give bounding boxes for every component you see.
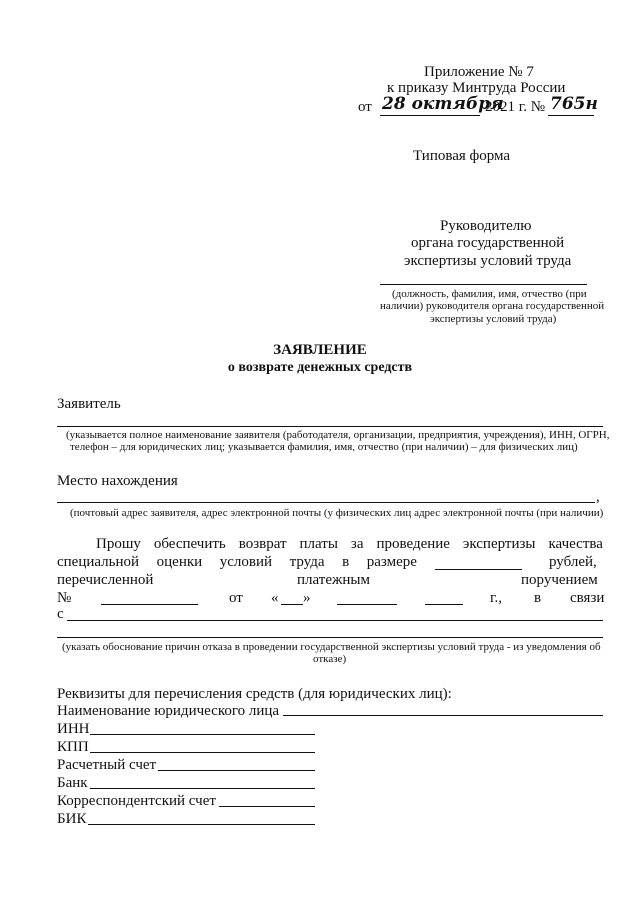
close-quote: » xyxy=(303,590,311,606)
reason-caption-1: (указать обоснование причин отказа в проведении государственной экспертизы условий труда - из уведомления об xyxy=(62,641,601,653)
bank-label: Банк xyxy=(57,775,88,791)
kpp-label: КПП xyxy=(57,739,89,755)
document-title: ЗАЯВЛЕНИЕ xyxy=(273,342,367,358)
location-label: Место нахождения xyxy=(57,473,178,489)
request-word: перечисленной xyxy=(57,572,154,588)
handwritten-date: 28 октября xyxy=(382,94,504,114)
corr-account-field[interactable] xyxy=(219,806,315,807)
applicant-caption-2: телефон – для юридических лиц; указывается фамилия, имя, отчество (при наличии) – для физических лиц) xyxy=(70,441,578,453)
rubles-label: рублей, xyxy=(549,554,597,570)
request-word: в xyxy=(342,554,350,570)
payment-order-number-field[interactable] xyxy=(101,604,198,605)
applicant-label: Заявитель xyxy=(57,396,121,412)
request-word: возврат xyxy=(238,536,287,552)
addressee-caption-3: экспертизы условий труда) xyxy=(430,313,557,325)
request-word: оценки xyxy=(156,554,203,570)
date-underline xyxy=(380,115,480,116)
request-word: поручением xyxy=(521,572,598,588)
request-word: размере xyxy=(366,554,417,570)
request-word: за xyxy=(350,536,364,552)
request-word: платежным xyxy=(297,572,370,588)
order-reference: к приказу Минтруда России xyxy=(387,80,566,96)
year-suffix: г., xyxy=(490,590,502,606)
form-type: Типовая форма xyxy=(413,148,511,164)
inn-field[interactable] xyxy=(90,734,315,735)
request-word: специальной xyxy=(57,554,140,570)
location-field-line[interactable] xyxy=(57,502,595,503)
inn-label: ИНН xyxy=(57,721,90,737)
month-field[interactable] xyxy=(337,604,397,605)
account-field[interactable] xyxy=(158,770,315,771)
location-end-mark: , xyxy=(596,489,600,505)
from-label: от xyxy=(229,590,243,606)
requisites-heading: Реквизиты для перечисления средств (для юридических лиц): xyxy=(57,686,452,702)
in-label: в xyxy=(534,590,542,606)
account-label: Расчетный счет xyxy=(57,757,157,773)
amount-field-line[interactable] xyxy=(435,569,522,570)
applicant-field-line[interactable] xyxy=(57,426,603,427)
bik-label: БИК xyxy=(57,811,87,827)
bank-field[interactable] xyxy=(90,788,315,789)
handwritten-order-number: 765н xyxy=(550,94,598,114)
addressee-caption-1: (должность, фамилия, имя, отчество (при xyxy=(392,288,587,300)
number-underline xyxy=(548,115,594,116)
number-sign: № xyxy=(57,590,72,606)
location-caption: (почтовый адрес заявителя, адрес электронной почты (у физических лиц адрес электронной почты (при наличии) xyxy=(70,507,604,519)
request-word: Прошу xyxy=(96,536,141,552)
request-word: обеспечить xyxy=(153,536,226,552)
request-word: проведение xyxy=(376,536,450,552)
request-line-2 xyxy=(57,554,417,571)
request-word: условий xyxy=(219,554,273,570)
addressee-field-line[interactable] xyxy=(380,284,587,285)
document-subtitle: о возврате денежных средств xyxy=(227,360,413,375)
day-field[interactable] xyxy=(281,604,303,605)
addressee-line-1: Руководителю xyxy=(440,218,532,234)
request-line-1 xyxy=(96,536,603,553)
addressee-line-3: экспертизы условий труда xyxy=(404,253,572,269)
appendix-label: Приложение № 7 xyxy=(424,64,534,80)
order-year: 2021 г. № xyxy=(485,99,546,115)
reason-field-line-2[interactable] xyxy=(57,637,603,638)
corr-account-label: Корреспондентский счет xyxy=(57,793,216,809)
connection-label: связи xyxy=(570,590,605,606)
request-word: экспертизы xyxy=(462,536,536,552)
addressee-caption-2: наличии) руководителя органа государственной xyxy=(380,300,605,312)
reason-caption-2: отказе) xyxy=(313,653,347,665)
legal-name-label: Наименование юридического лица xyxy=(57,703,280,719)
with-label: с xyxy=(57,606,64,622)
applicant-caption-1: (указывается полное наименование заявителя (работодателя, организации, предприятия, учреждения), ИНН, ОГРН, xyxy=(66,429,610,441)
open-quote: « xyxy=(271,590,279,606)
date-prefix: от xyxy=(358,99,372,115)
request-word: платы xyxy=(299,536,338,552)
request-word: труда xyxy=(289,554,325,570)
reason-field-line-1[interactable] xyxy=(67,620,603,621)
bik-field[interactable] xyxy=(88,824,315,825)
kpp-field[interactable] xyxy=(90,752,315,753)
request-word: качества xyxy=(548,536,603,552)
legal-name-field[interactable] xyxy=(283,715,603,716)
addressee-line-2: органа государственной xyxy=(411,235,565,251)
year-field[interactable] xyxy=(425,604,463,605)
